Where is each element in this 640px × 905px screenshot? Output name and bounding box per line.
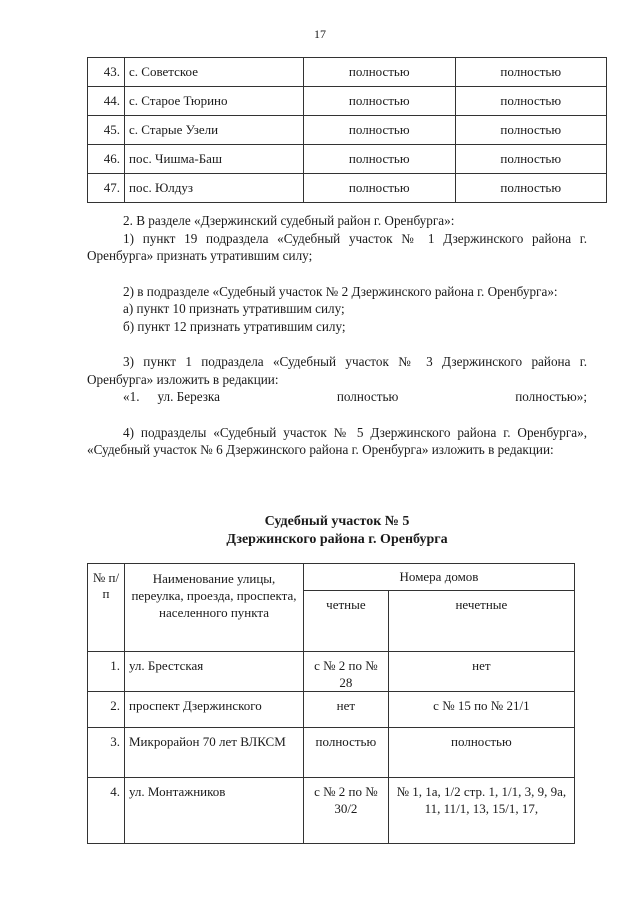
row-number: 2.	[88, 692, 125, 728]
paragraph-item-2b: б) пункт 12 признать утратившим силу;	[123, 318, 346, 334]
row-name: с. Старое Тюрино	[125, 87, 304, 116]
table-row	[88, 87, 607, 116]
row-number: 43.	[88, 58, 125, 87]
amendment-text	[87, 212, 587, 459]
paragraph-item-4: 4) подразделы «Судебный участок № 5 Дзержинского района г. Оренбурга», «Судебный участок № 6 Дзержинского района г. Оренбурга» изложить в редакции:	[87, 424, 587, 457]
row-even: с № 2 по № 30/2	[304, 778, 389, 844]
row-number: 3.	[88, 728, 125, 778]
row-even: с № 2 по № 28	[304, 652, 389, 692]
section-title-line2: Дзержинского района г. Оренбурга	[226, 532, 448, 547]
row-odd: полностью	[388, 728, 574, 778]
row3-odd: полностью»;	[515, 389, 587, 404]
table-row	[88, 174, 607, 203]
top-address-table	[87, 57, 607, 203]
row-number: 45.	[88, 116, 125, 145]
page-number: 17	[314, 27, 326, 41]
table-row	[88, 728, 575, 778]
header-num: № п/п	[88, 564, 125, 652]
row-name: ул. Монтажников	[125, 778, 304, 844]
district-5-address-table	[87, 563, 575, 844]
row-odd: полностью	[455, 174, 607, 203]
row3-street: ул. Березка	[157, 389, 220, 404]
paragraph-item-2a: а) пункт 10 признать утратившим силу;	[123, 301, 345, 316]
row-name: проспект Дзержинского	[125, 692, 304, 728]
row-even: полностью	[304, 145, 456, 174]
row-name: ул. Брестская	[125, 652, 304, 692]
row3-num: «1.	[123, 389, 140, 404]
row-odd: полностью	[455, 58, 607, 87]
row-even: полностью	[304, 728, 389, 778]
row-odd: полностью	[455, 116, 607, 145]
table-row	[88, 145, 607, 174]
table-row	[88, 778, 575, 844]
table-row	[88, 692, 575, 728]
row-name: пос. Юлдуз	[125, 174, 304, 203]
row-number: 4.	[88, 778, 125, 844]
paragraph-item-3: 3) пункт 1 подраздела «Судебный участок № 3 Дзержинского района г. Оренбурга» изложить в редакции:	[87, 354, 587, 387]
paragraph-section-2: 2. В разделе «Дзержинский судебный район г. Оренбурга»:	[123, 213, 455, 228]
row-number: 1.	[88, 652, 125, 692]
row-even: полностью	[304, 174, 456, 203]
row-odd: № 1, 1а, 1/2 стр. 1, 1/1, 3, 9, 9а, 11, 11/1, 13, 15/1, 17,	[388, 778, 574, 844]
row-even: полностью	[304, 58, 456, 87]
row-number: 47.	[88, 174, 125, 203]
row-even: нет	[304, 692, 389, 728]
table-row	[88, 58, 607, 87]
row-odd: с № 15 по № 21/1	[388, 692, 574, 728]
row3-even: полностью	[336, 389, 399, 404]
section-title	[87, 513, 587, 549]
row-name: с. Старые Узели	[125, 116, 304, 145]
row-name: Микрорайон 70 лет ВЛКСМ	[125, 728, 304, 778]
paragraph-item-1: 1) пункт 19 подраздела «Судебный участок № 1 Дзержинского района г. Оренбурга» признать утратившим силу;	[87, 230, 587, 263]
table-row	[88, 652, 575, 692]
header-even: четные	[304, 591, 389, 652]
header-name: Наименование улицы, переулка, проезда, проспекта, населенного пункта	[125, 564, 304, 652]
header-odd: нечетные	[388, 591, 574, 652]
paragraph-item-2: 2) в подразделе «Судебный участок № 2 Дзержинского района г. Оренбурга»:	[123, 283, 558, 299]
table-row	[88, 116, 607, 145]
row-name: с. Советское	[125, 58, 304, 87]
row-odd: нет	[388, 652, 574, 692]
section-title-line1: Судебный участок № 5	[264, 514, 410, 529]
row-odd: полностью	[455, 87, 607, 116]
header-houses: Номера домов	[304, 564, 575, 591]
row-number: 46.	[88, 145, 125, 174]
row-odd: полностью	[455, 145, 607, 174]
paragraph-item-3-row	[87, 388, 587, 406]
row-number: 44.	[88, 87, 125, 116]
row-even: полностью	[304, 116, 456, 145]
row-even: полностью	[304, 87, 456, 116]
row-name: пос. Чишма-Баш	[125, 145, 304, 174]
